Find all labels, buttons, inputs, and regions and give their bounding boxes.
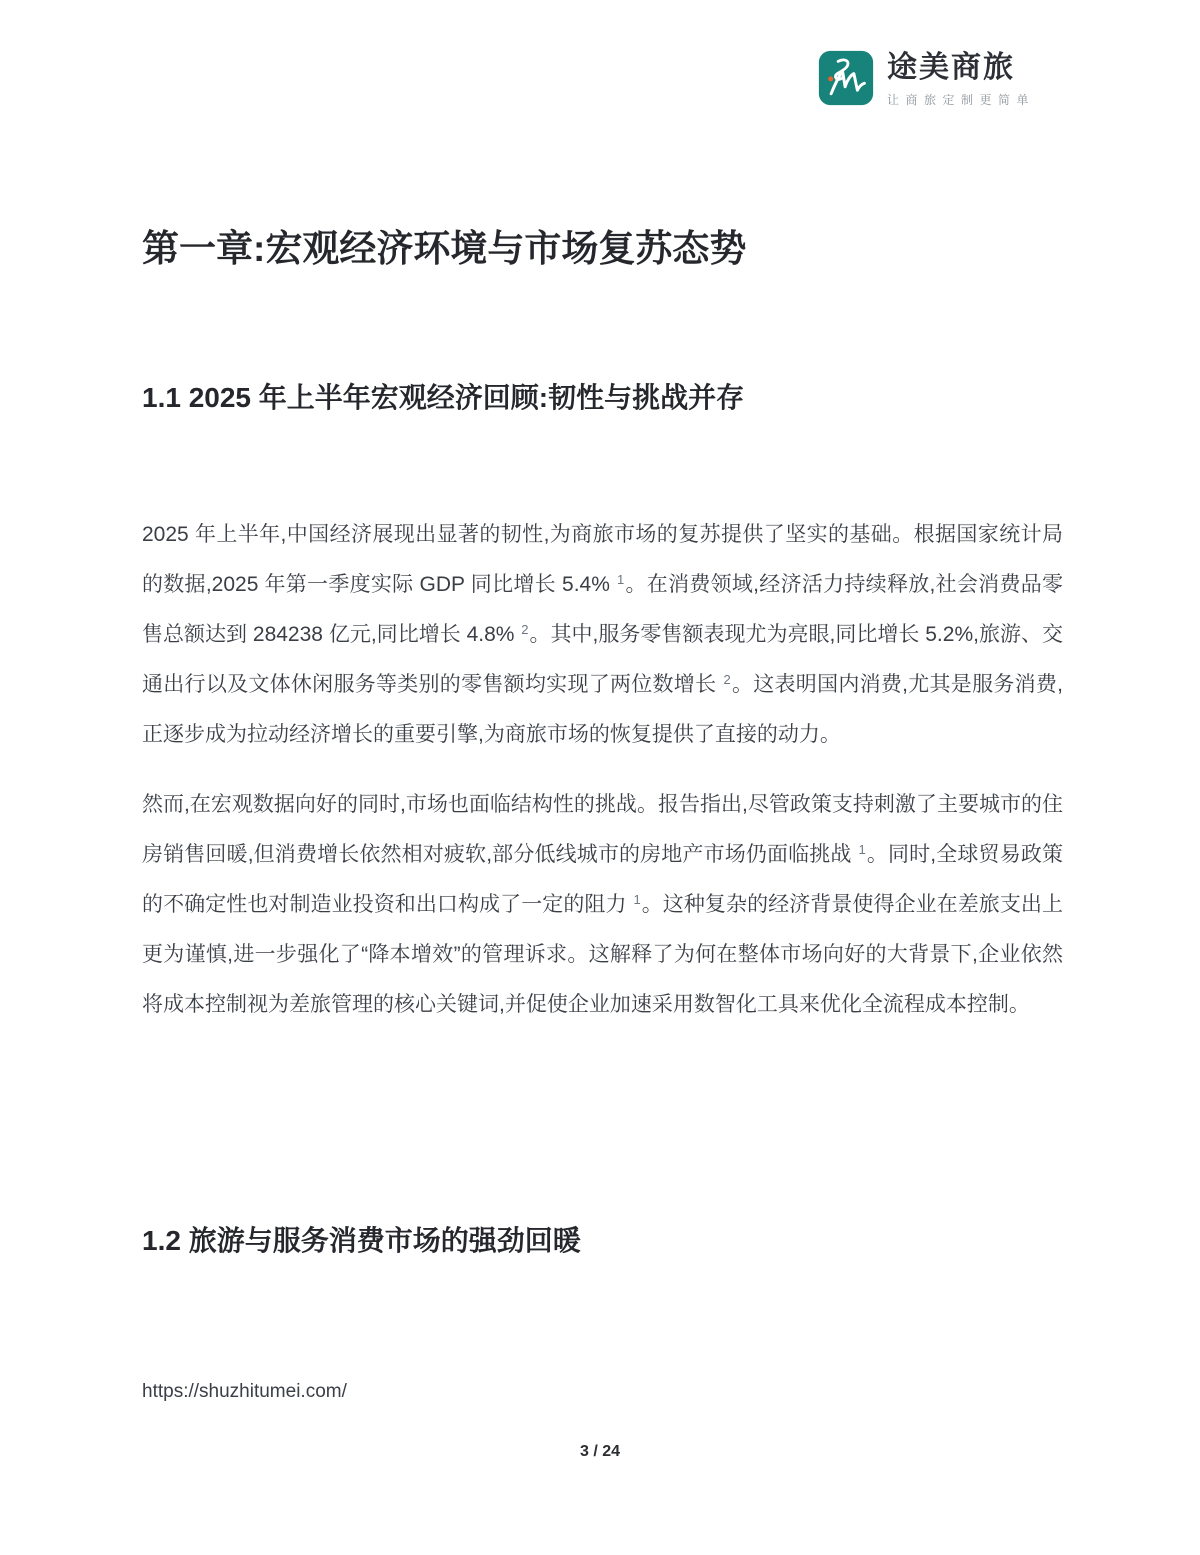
footnote-ref: 2 <box>723 671 731 687</box>
source-url-link[interactable]: https://shuzhitumei.com/ <box>142 1381 347 1402</box>
section-1-1-body <box>142 510 1063 1050</box>
body-paragraph: 然而,在宏观数据向好的同时,市场也面临结构性的挑战。报告指出,尽管政策支持刺激了主要城市的住房销售回暖,但消费增长依然相对疲软,部分低线城市的房地产市场仍面临挑战 $^1$。同时,全球贸易政策的不确定性也对制造业投资和出口构成了一定的阻力 $^1$。这种复杂的经济背景使得企业在差旅支出上更为谨慎,进一步强化了“降本增效”的管理诉求。这解释了为何在整体市场向好的大背景下,企业依然将成本控制视为差旅管理的核心关键词,并促使企业加速采用数智化工具来优化全流程成本控制。 <box>142 793 1063 1016</box>
page-indicator: 3 / 24 <box>579 1443 621 1460</box>
brand-logo <box>818 50 1035 108</box>
brand-tagline: 让商旅定制更简单 <box>887 93 1036 107</box>
footnote-ref: 2 <box>521 621 529 637</box>
section-heading-1-1: 1.1 2025 年上半年宏观经济回顾:韧性与挑战并存 <box>142 382 745 413</box>
brand-name: 途美商旅 <box>887 51 1015 84</box>
footnote-ref: 1 <box>617 571 625 587</box>
chapter-title: 第一章:宏观经济环境与市场复苏态势 <box>142 228 747 269</box>
footnote-ref: 1 <box>633 891 641 907</box>
body-paragraph: 2025 年上半年,中国经济展现出显著的韧性,为商旅市场的复苏提供了坚实的基础。根据国家统计局的数据,2025 年第一季度实际 GDP 同比增长 5.4% $^1$。在消费领域,经济活力持续释放,社会消费品零售总额达到 284238 亿元,同比增长 4.8% $^2$。其中,服务零售额表现尤为亮眼,同比增长 5.2%,旅游、交通出行以及文体休闲服务等类别的零售额均实现了两位数增长 $^2$。这表明国内消费,尤其是服务消费,正逐步成为拉动经济增长的重要引擎,为商旅市场的恢复提供了直接的动力。 <box>142 523 1064 746</box>
logo-text <box>887 50 1035 108</box>
tumei-logo-icon <box>818 50 874 106</box>
section-heading-1-2: 1.2 旅游与服务消费市场的强劲回暖 <box>142 1225 581 1256</box>
logo-accent-dot <box>828 76 833 81</box>
footnote-ref: 1 <box>858 841 866 857</box>
